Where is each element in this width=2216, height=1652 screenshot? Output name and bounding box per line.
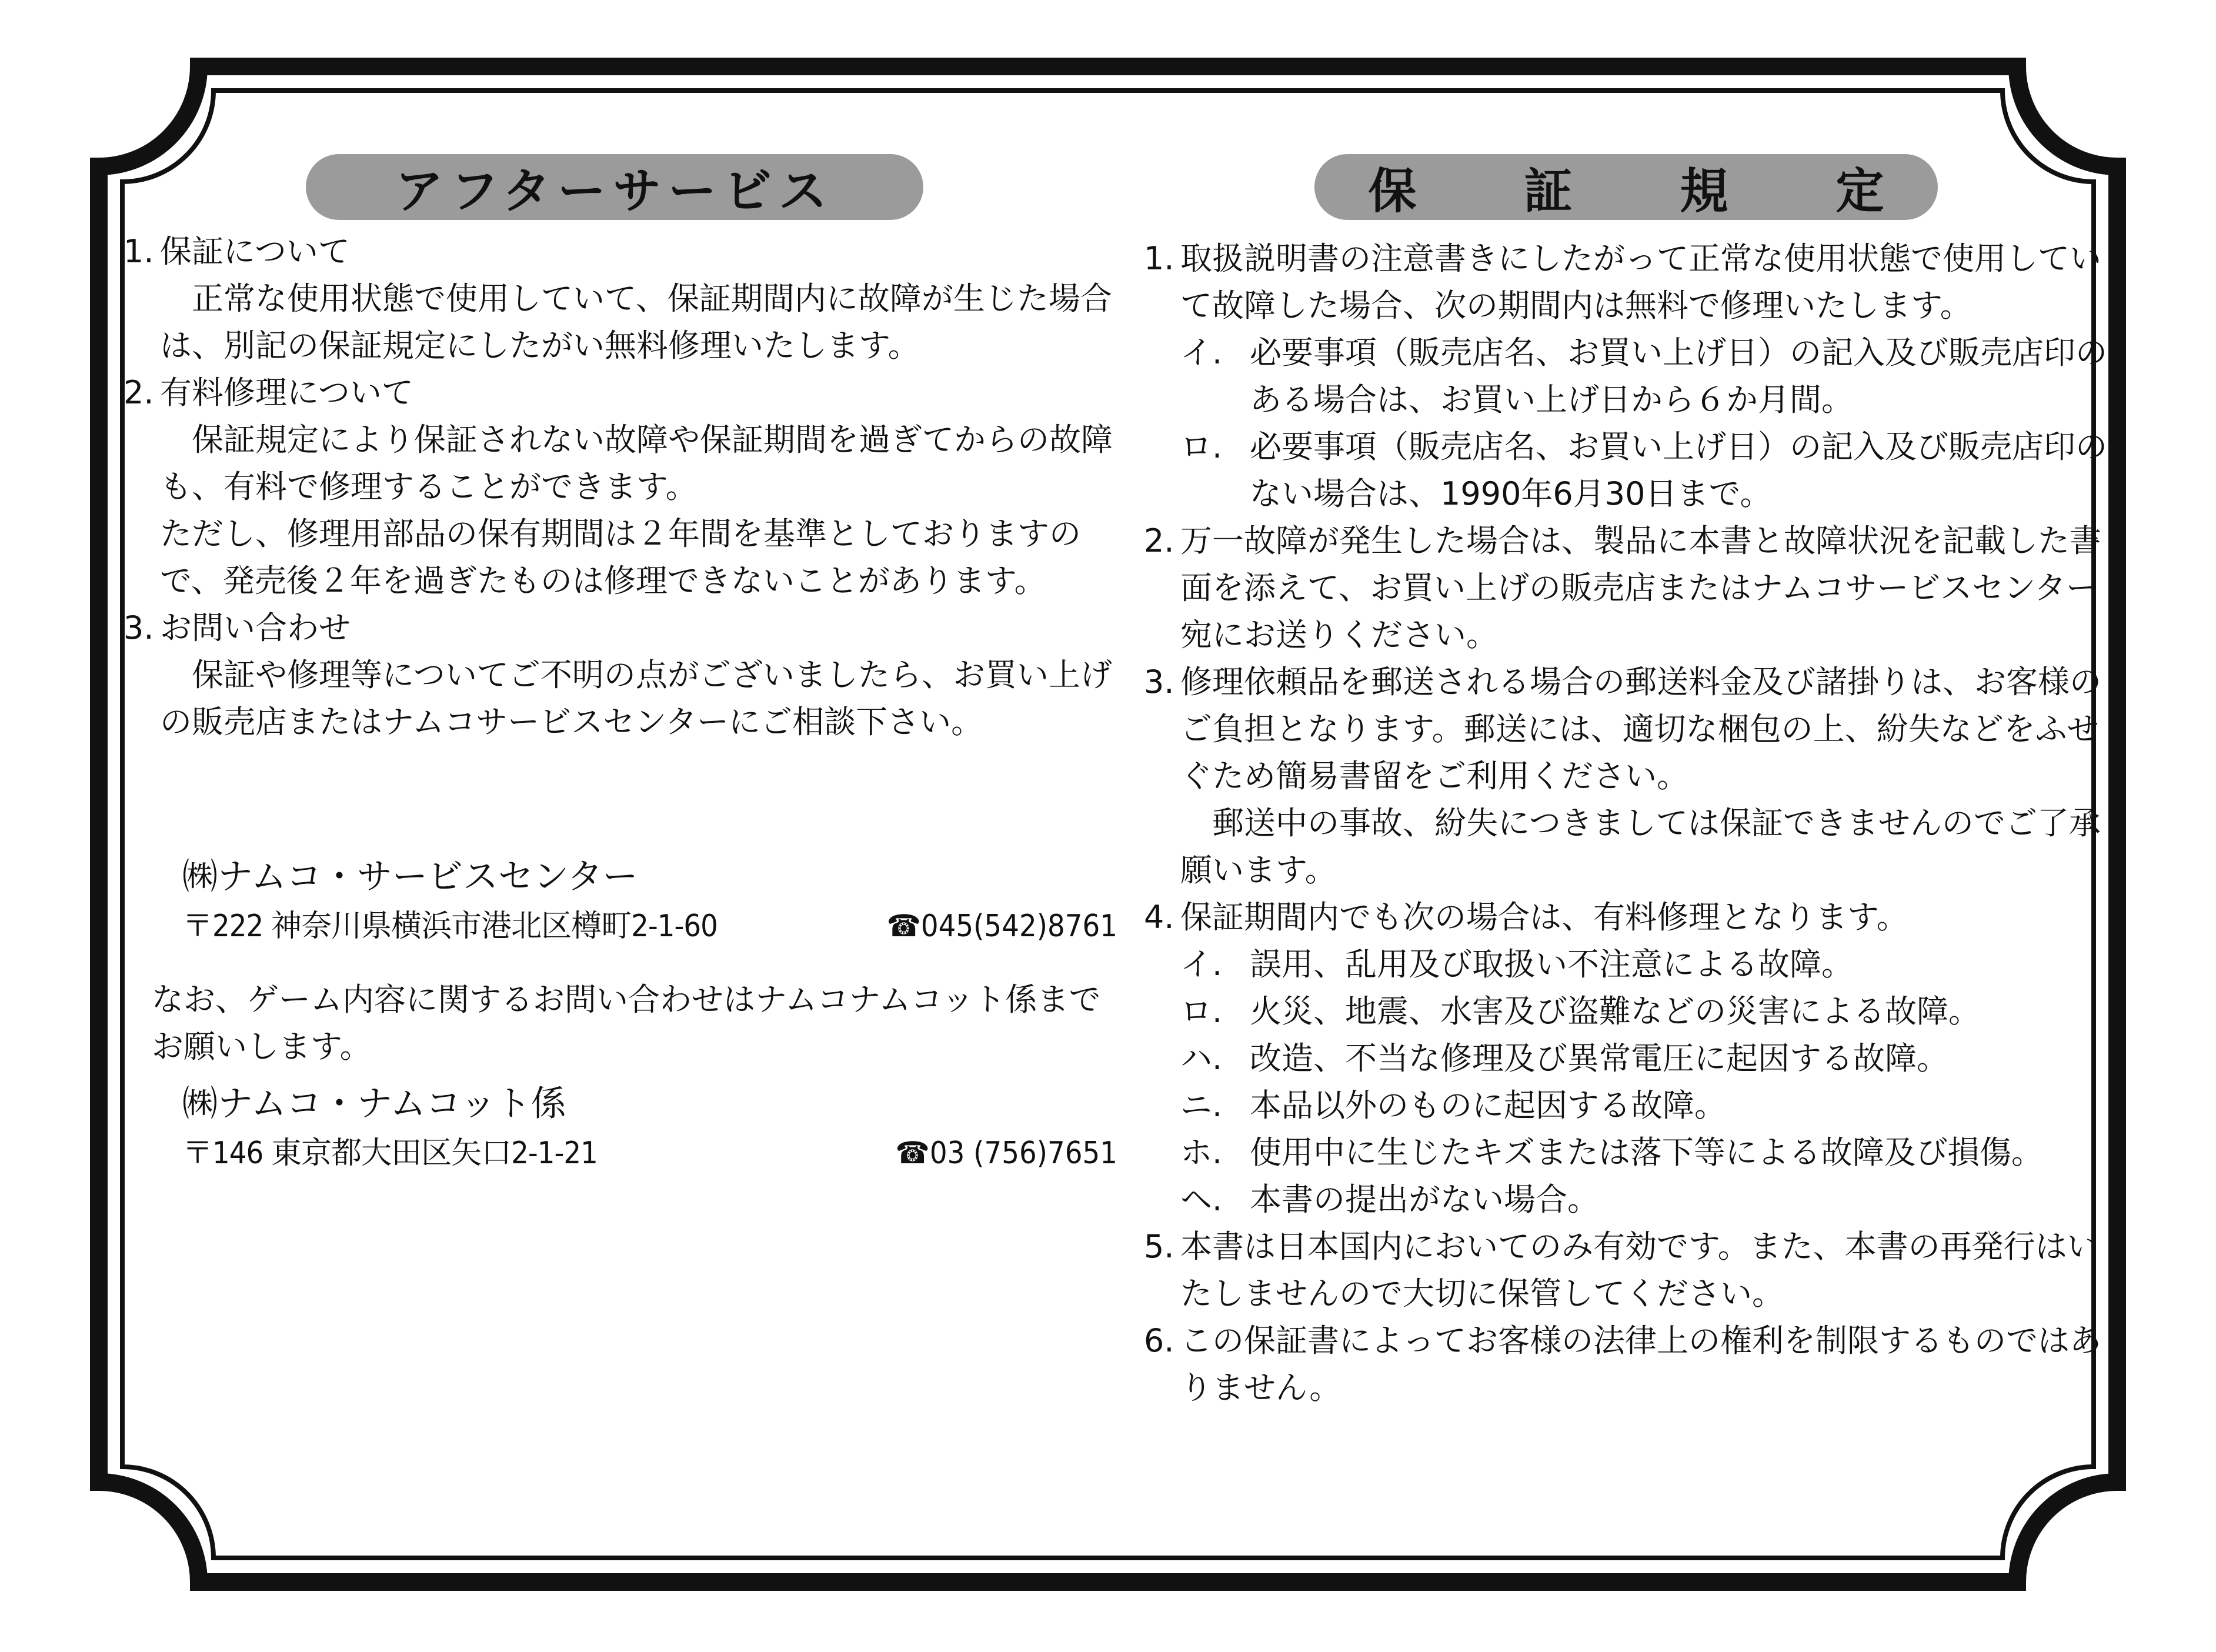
section-paragraph: ただし、修理用部品の保有期間は２年間を基準としておりますので、発売後２年を過ぎたものは修理できないことがあります。 [160, 515, 1081, 599]
term-text: この保証書によってお客様の法律上の権利を制限するものではありません。 [1180, 1322, 2101, 1406]
company-name: ㈱ナムコ・ナムコット係 [182, 1083, 566, 1124]
subitem-marker: ヘ. [1180, 1181, 1223, 1218]
section-heading: お問い合わせ [160, 609, 351, 646]
subitem-marker: ロ. [1180, 428, 1223, 465]
game-inquiry-note: なお、ゲーム内容に関するお問い合わせはナムコナムコット係までお願いします。 [152, 981, 1101, 1065]
subitem-marker: イ. [1180, 334, 1223, 371]
after-service-body [124, 228, 1117, 746]
section-number: 2. [124, 374, 154, 411]
subitem-marker: ニ. [1180, 1087, 1223, 1124]
term-item [1144, 659, 2108, 894]
section-heading: 保証について [160, 233, 350, 270]
warranty-terms-list [1144, 235, 2108, 1411]
namcot-contact [124, 1079, 1117, 1177]
phone-number: 045(542)8761 [920, 909, 1117, 944]
term-subitem [1144, 988, 2108, 1035]
title-char: 定 [1835, 163, 1884, 219]
title-char: 規 [1680, 163, 1728, 219]
section-heading: 有料修理について [160, 374, 413, 411]
section-inquiry [124, 605, 1117, 746]
subitem-text: 本品以外のものに起因する故障。 [1250, 1087, 1726, 1124]
section-paragraph: 正常な使用状態で使用していて、保証期間内に故障が生じた場合は、別記の保証規定にしたがい無料修理いたします。 [160, 280, 1112, 364]
warranty-terms-title [1314, 154, 1938, 220]
subitem-marker: ロ. [1180, 993, 1223, 1030]
subitem-text: 必要事項（販売店名、お買い上げ日）の記入及び販売店印のある場合は、お買い上げ日から６か月間。 [1250, 334, 2107, 418]
section-paragraph: 保証規定により保証されない故障や保証期間を過ぎてからの故障も、有料で修理することができます。 [160, 421, 1113, 505]
section-warranty [124, 228, 1117, 369]
term-subitem [1144, 941, 2108, 988]
subitem-marker: ホ. [1180, 1134, 1223, 1171]
company-address: 〒146 東京都大田区矢口2-1-21 [182, 1136, 598, 1171]
after-service-title: アフターサービス [306, 154, 923, 220]
subitem-marker: ハ. [1180, 1040, 1223, 1077]
term-number: 3. [1144, 663, 1174, 700]
subitem-text: 誤用、乱用及び取扱い不注意による故障。 [1250, 946, 1853, 983]
term-number: 5. [1144, 1228, 1174, 1265]
term-text: 修理依頼品を郵送される場合の郵送料金及び諸掛りは、お客様のご負担となります。郵送には、適切な梱包の上、紛失などをふせぐため簡易書留をご利用ください。 [1180, 663, 2101, 795]
company-name: ㈱ナムコ・サービスセンター [182, 856, 638, 897]
term-text: 取扱説明書の注意書きにしたがって正常な使用状態で使用していて故障した場合、次の期間内は無料で修理いたします。 [1180, 240, 2101, 324]
term-subitem [1144, 1035, 2108, 1082]
subitem-text: 本書の提出がない場合。 [1250, 1181, 1599, 1218]
subitem-text: 使用中に生じたキズまたは落下等による故障及び損傷。 [1250, 1134, 2043, 1171]
title-char: 保 [1368, 163, 1417, 219]
term-text: 本書は日本国内においてのみ有効です。また、本書の再発行はいたしませんので大切に保管してください。 [1180, 1228, 2099, 1312]
term-subitem [1144, 329, 2108, 423]
term-note: 郵送中の事故、紛失につきましては保証できませんのでご了承願います。 [1180, 805, 2101, 889]
warranty-terms-column [1144, 154, 2108, 1411]
phone [887, 902, 1117, 950]
section-number: 3. [124, 609, 154, 646]
term-item [1144, 1223, 2108, 1317]
telephone-icon: ☎ [886, 909, 921, 944]
term-subitem [1144, 1129, 2108, 1176]
term-number: 4. [1144, 899, 1174, 936]
term-subitem [1144, 1176, 2108, 1223]
phone-number: 03 (756)7651 [929, 1136, 1117, 1171]
telephone-icon: ☎ [895, 1136, 930, 1171]
subitem-marker: イ. [1180, 946, 1223, 983]
term-item [1144, 1317, 2108, 1411]
term-subitem [1144, 423, 2108, 518]
subitem-text: 必要事項（販売店名、お買い上げ日）の記入及び販売店印のない場合は、1990年6月30日まで。 [1250, 428, 2107, 512]
term-subitem [1144, 1082, 2108, 1129]
service-center-contact [124, 852, 1117, 950]
subitem-text: 火災、地震、水害及び盗難などの災害による故障。 [1250, 993, 1980, 1030]
term-item [1144, 235, 2108, 518]
term-text: 保証期間内でも次の場合は、有料修理となります。 [1180, 899, 1908, 936]
term-number: 1. [1144, 240, 1174, 277]
section-paid-repair [124, 369, 1117, 605]
term-item [1144, 894, 2108, 1223]
term-number: 2. [1144, 522, 1174, 559]
section-paragraph: 保証や修理等についてご不明の点がございましたら、お買い上げの販売店またはナムコサービスセンターにご相談下さい。 [160, 656, 1112, 740]
subitem-text: 改造、不当な修理及び異常電圧に起因する故障。 [1250, 1040, 1948, 1077]
after-service-column [124, 154, 1117, 1177]
section-number: 1. [124, 233, 154, 270]
term-text: 万一故障が発生した場合は、製品に本書と故障状況を記載した書面を添えて、お買い上げの販売店またはナムコサービスセンター宛にお送りください。 [1180, 522, 2101, 653]
company-address: 〒222 神奈川県横浜市港北区樽町2-1-60 [182, 909, 717, 944]
title-char: 証 [1524, 163, 1573, 219]
term-number: 6. [1144, 1322, 1174, 1359]
term-item [1144, 518, 2108, 659]
phone [896, 1129, 1117, 1177]
